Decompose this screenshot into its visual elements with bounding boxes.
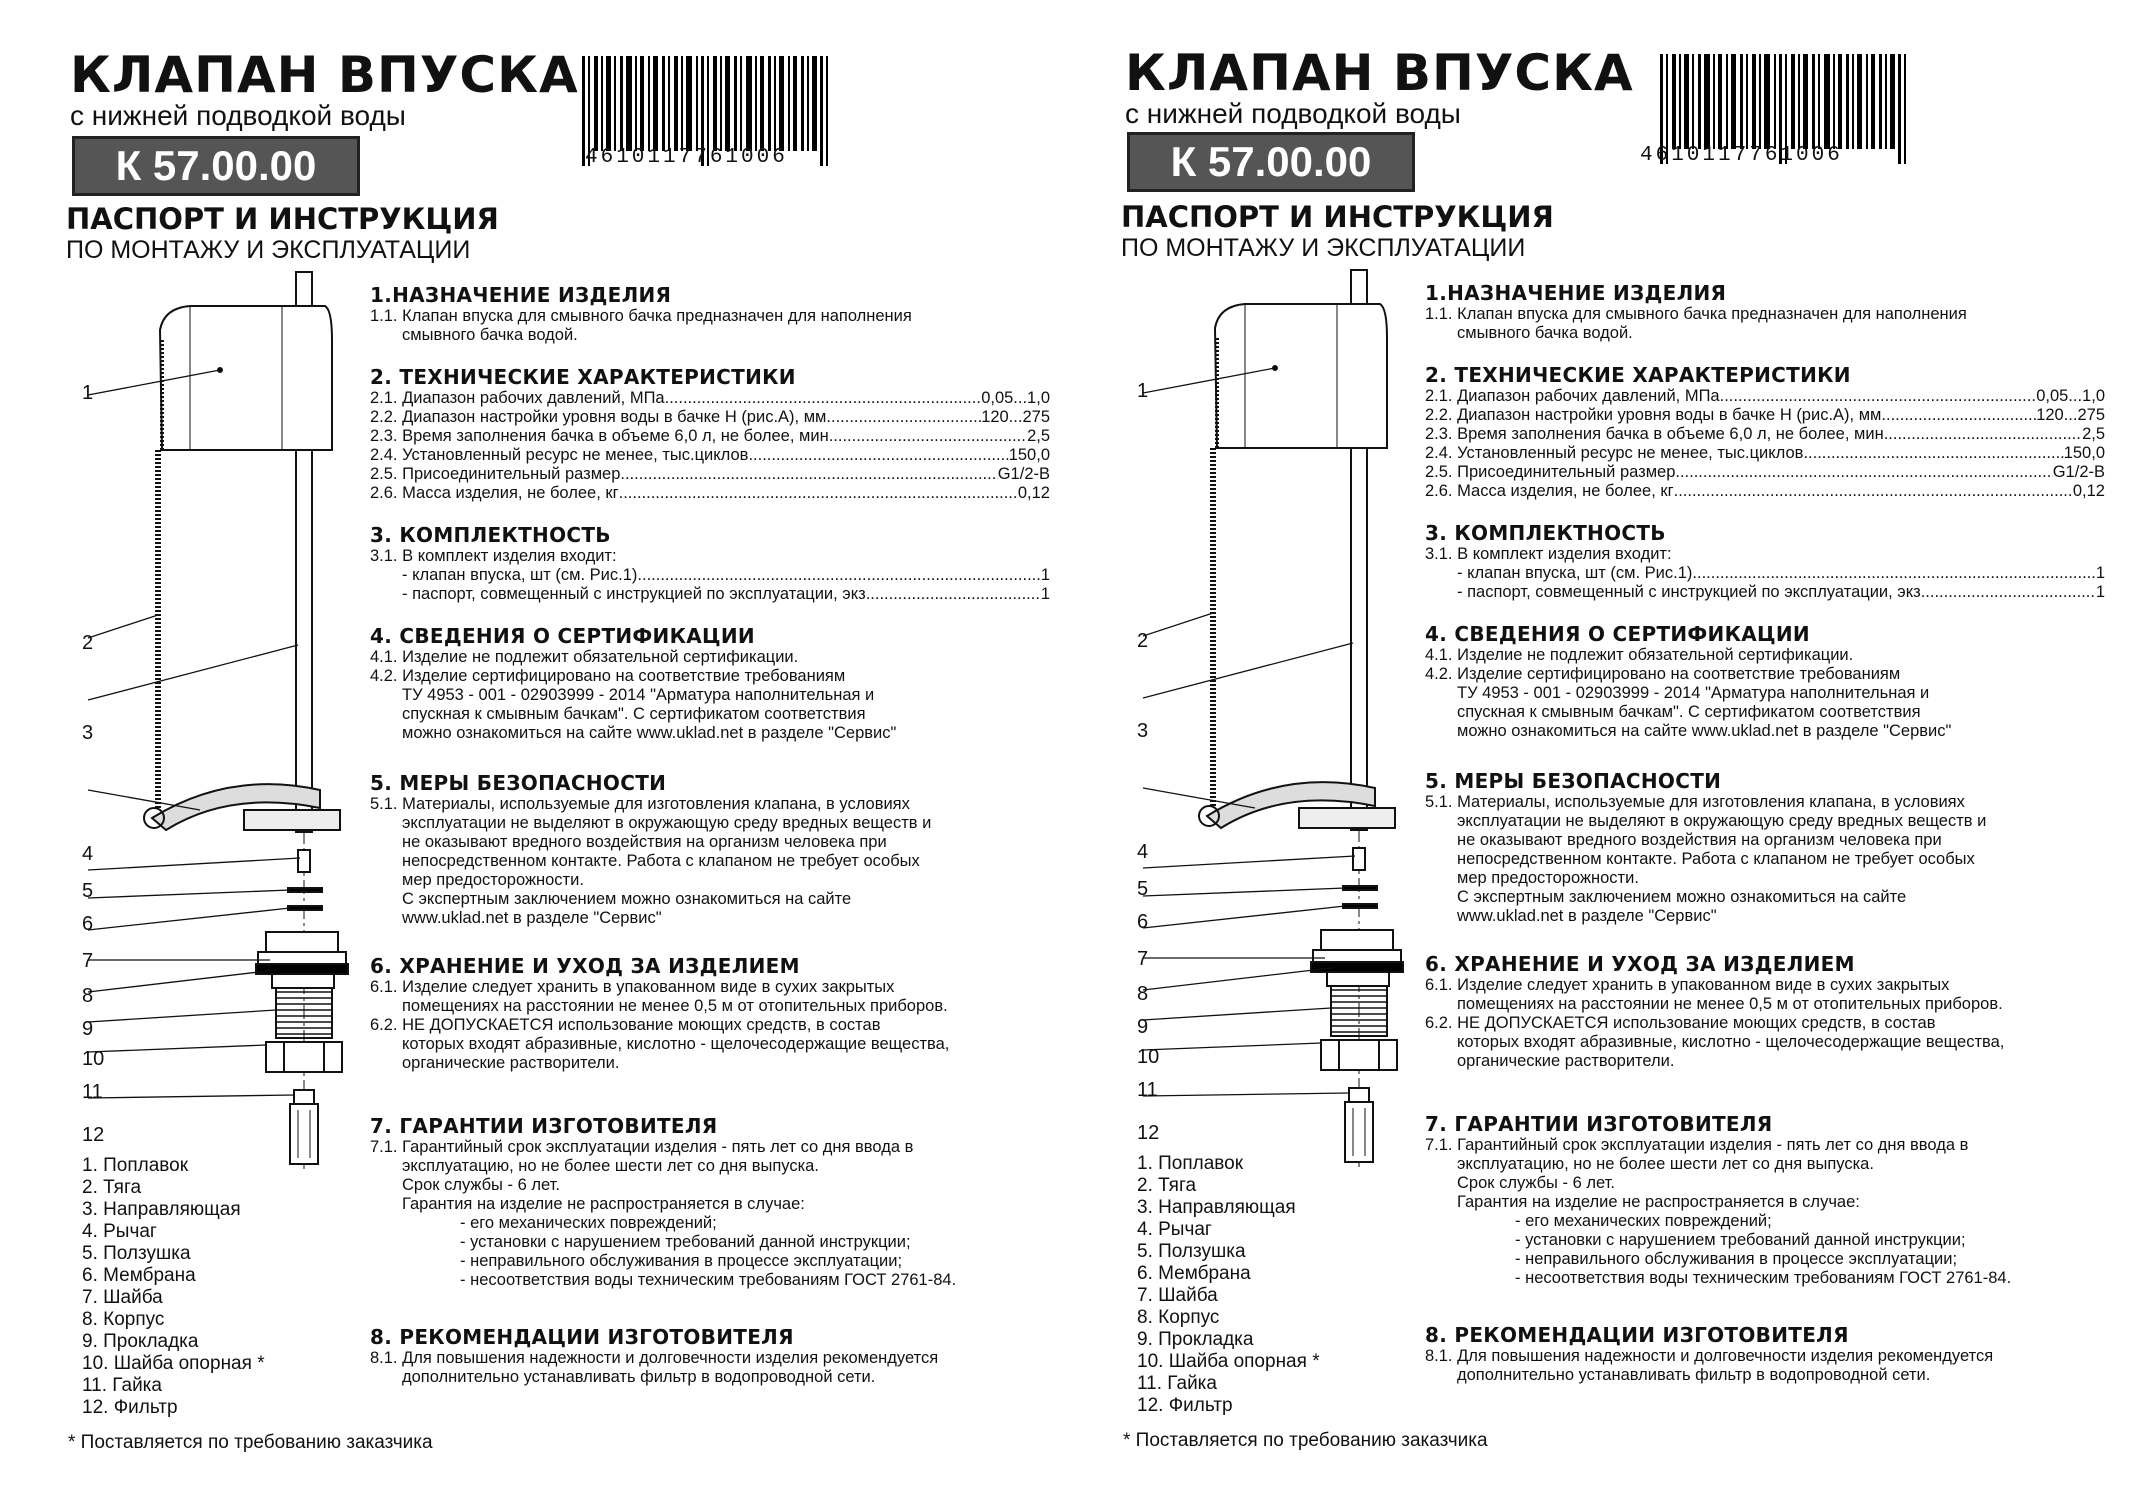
text-line: - установки с нарушением требований данной инструкции; [1515,1231,1966,1249]
text-line: 6.2. НЕ ДОПУСКАЕТСЯ использование моющих средств, в состав [1425,1014,1936,1032]
text-line: - неправильного обслуживания в процессе эксплуатации; [1515,1250,1958,1268]
passport-title: ПАСПОРТ И ИНСТРУКЦИЯ [66,202,499,236]
text-line: 5.1. Материалы, используемые для изготовления клапана, в условиях [1425,793,1965,811]
parts-legend [1137,1153,1320,1417]
text-line: эксплуатацию, но не более шести лет со дня выпуска. [402,1157,819,1175]
callout-label: 8 [82,985,94,1007]
text-line: 6.1. Изделие следует хранить в упакованном виде в сухих закрытых [1425,976,1950,994]
spec-row: 2.4. Установленный ресурс не менее, тыс.циклов ..... 150,0 [1425,444,2105,463]
contents-row: - паспорт, совмещенный с инструкцией по эксплуатации, экз ..... 1 [370,585,1050,604]
legend-item: 1. Поплавок [1137,1153,1244,1174]
legend-item: 11. Гайка [82,1375,162,1396]
passport-sheet-right [1055,0,2110,1488]
barcode-number: 4610117761006 [585,146,788,169]
text-line: - установки с нарушением требований данной инструкции; [460,1233,911,1251]
legend-item: 4. Рычаг [1137,1219,1212,1240]
legend-item: 8. Корпус [1137,1307,1220,1328]
spec-row: 2.2. Диапазон настройки уровня воды в бачке Н (рис.А), мм ..... 120...275 [1425,406,2105,425]
passport-sheet-left [0,0,1055,1488]
text-line: 3.1. В комплект изделия входит: [370,547,617,565]
spec-row: 2.5. Присоединительный размер ..... G1/2-B [1425,463,2105,482]
section-storage [1425,952,2105,1071]
text-line: непосредственном контакте. Работа с клапаном не требует особых [1457,850,1975,868]
spec-row: 2.1. Диапазон рабочих давлений, МПа ..... 0,05...1,0 [370,389,1050,408]
text-line: эксплуатации не выделяют в окружающую среду вредных веществ и [402,814,932,832]
text-line: С экспертным заключением можно ознакомиться на сайте [1457,888,1907,906]
section-purpose [1425,281,2105,343]
spec-row: 2.5. Присоединительный размер ..... G1/2-B [370,465,1050,484]
passport-subtitle: ПО МОНТАЖУ И ЭКСПЛУАТАЦИИ [66,236,471,264]
text-line: - несоответствия воды техническим требованиям ГОСТ 2761-84. [1515,1269,2012,1287]
section-warranty [370,1114,1050,1290]
section-title: 8. РЕКОМЕНДАЦИИ ИЗГОТОВИТЕЛЯ [370,1325,794,1349]
legend-item: 11. Гайка [1137,1373,1217,1394]
section-title: 4. СВЕДЕНИЯ О СЕРТИФИКАЦИИ [1425,622,1810,646]
spec-row: 2.2. Диапазон настройки уровня воды в бачке Н (рис.А), мм ..... 120...275 [370,408,1050,427]
section-title: 7. ГАРАНТИИ ИЗГОТОВИТЕЛЯ [370,1114,718,1138]
section-title: 7. ГАРАНТИИ ИЗГОТОВИТЕЛЯ [1425,1112,1773,1136]
model-number-badge: К 57.00.00 [72,136,360,196]
spec-row: 2.1. Диапазон рабочих давлений, МПа ..... 0,05...1,0 [1425,387,2105,406]
text-line: Гарантия на изделие не распространяется в случае: [1457,1193,1860,1211]
legend-item: 5. Ползушка [82,1243,191,1264]
text-line: можно ознакомиться на сайте www.uklad.net в разделе "Сервис" [402,724,897,742]
text-line: дополнительно устанавливать фильтр в водопроводной сети. [1457,1366,1931,1384]
callout-label: 5 [82,880,94,902]
legend-item: 4. Рычаг [82,1221,157,1242]
text-line: эксплуатации не выделяют в окружающую среду вредных веществ и [1457,812,1987,830]
section-recommendations [370,1325,1050,1387]
footnote: * Поставляется по требованию заказчика [1123,1430,1488,1451]
legend-item: 6. Мембрана [82,1265,196,1286]
section-title: 5. МЕРЫ БЕЗОПАСНОСТИ [370,771,667,795]
text-line: спускная к смывным бачкам". С сертификатом соответствия [1457,703,1921,721]
callout-label: 11 [82,1081,103,1103]
text-line: непосредственном контакте. Работа с клапаном не требует особых [402,852,920,870]
section-certification [1425,622,2105,741]
section-recommendations [1425,1323,2105,1385]
product-title: КЛАПАН ВПУСКА [1125,44,1634,102]
footnote: * Поставляется по требованию заказчика [68,1432,433,1453]
callout-label: 2 [82,632,94,654]
text-line: - его механических повреждений; [460,1214,717,1232]
spec-row: 2.3. Время заполнения бачка в объеме 6,0 л, не более, мин ..... 2,5 [370,427,1050,446]
legend-item: 5. Ползушка [1137,1241,1246,1262]
text-line: Срок службы - 6 лет. [1457,1174,1615,1192]
spec-row: 2.6. Масса изделия, не более, кг ..... 0,12 [1425,482,2105,501]
section-title: 1.НАЗНАЧЕНИЕ ИЗДЕЛИЯ [370,283,672,307]
legend-item: 6. Мембрана [1137,1263,1251,1284]
text-line: 8.1. Для повышения надежности и долговечности изделия рекомендуется [1425,1347,1994,1365]
text-line: 4.1. Изделие не подлежит обязательной сертификации. [370,648,799,666]
callout-label: 6 [1137,911,1149,933]
product-subtitle: с нижней подводкой воды [70,100,406,131]
callout-label: 10 [1137,1046,1160,1068]
text-line: 8.1. Для повышения надежности и долговечности изделия рекомендуется [370,1349,939,1367]
callout-label: 10 [82,1048,105,1070]
section-safety [1425,769,2105,926]
section-purpose [370,283,1050,345]
text-line: 6.1. Изделие следует хранить в упакованном виде в сухих закрытых [370,978,895,996]
text-line: помещениях на расстоянии не менее 0,5 м от отопительных приборов. [402,997,948,1015]
legend-item: 10. Шайба опорная * [82,1353,265,1374]
legend-item: 7. Шайба [82,1287,163,1308]
barcode-number: 4610117761006 [1640,144,1843,167]
callout-label: 8 [1137,983,1149,1005]
legend-item: 9. Прокладка [82,1331,199,1352]
passport-title: ПАСПОРТ И ИНСТРУКЦИЯ [1121,200,1554,234]
callout-label: 7 [82,950,94,972]
text-line: ТУ 4953 - 001 - 02903999 - 2014 "Арматура наполнительная и [402,686,875,704]
model-number-badge: К 57.00.00 [1127,132,1415,192]
text-line: 6.2. НЕ ДОПУСКАЕТСЯ использование моющих средств, в состав [370,1016,881,1034]
text-line: можно ознакомиться на сайте www.uklad.net в разделе "Сервис" [1457,722,1952,740]
text-line: - неправильного обслуживания в процессе эксплуатации; [460,1252,903,1270]
section-title: 3. КОМПЛЕКТНОСТЬ [370,523,611,547]
contents-row: - клапан впуска, шт (см. Рис.1) ..... 1 [370,566,1050,585]
callout-label: 1 [82,382,94,404]
product-subtitle: с нижней подводкой воды [1125,98,1461,129]
text-line: смывного бачка водой. [402,326,578,344]
legend-item: 3. Направляющая [82,1199,241,1220]
section-title: 1.НАЗНАЧЕНИЕ ИЗДЕЛИЯ [1425,281,1727,305]
legend-item: 3. Направляющая [1137,1197,1296,1218]
callout-label: 3 [82,722,94,744]
legend-item: 2. Тяга [1137,1175,1197,1196]
callout-label: 12 [82,1124,105,1146]
section-title: 8. РЕКОМЕНДАЦИИ ИЗГОТОВИТЕЛЯ [1425,1323,1849,1347]
valve-drawing [70,270,390,1200]
text-line: 4.2. Изделие сертифицировано на соответствие требованиям [1425,665,1901,683]
section-warranty [1425,1112,2105,1288]
callout-label: 5 [1137,878,1149,900]
legend-item: 12. Фильтр [82,1397,178,1418]
text-line: 4.1. Изделие не подлежит обязательной сертификации. [1425,646,1854,664]
text-line: не оказывают вредного воздействия на организм человека при [402,833,887,851]
text-line: Гарантия на изделие не распространяется в случае: [402,1195,805,1213]
contents-row: - паспорт, совмещенный с инструкцией по эксплуатации, экз ..... 1 [1425,583,2105,602]
legend-item: 9. Прокладка [1137,1329,1254,1350]
text-line: спускная к смывным бачкам". С сертификатом соответствия [402,705,866,723]
legend-item: 8. Корпус [82,1309,165,1330]
spec-row: 2.3. Время заполнения бачка в объеме 6,0 л, не более, мин ..... 2,5 [1425,425,2105,444]
legend-item: 10. Шайба опорная * [1137,1351,1320,1372]
text-line: www.uklad.net в разделе "Сервис" [402,909,662,927]
legend-item: 12. Фильтр [1137,1395,1233,1416]
text-line: 4.2. Изделие сертифицировано на соответствие требованиям [370,667,846,685]
section-specs [1425,363,2105,501]
parts-legend [82,1155,265,1419]
text-line: 7.1. Гарантийный срок эксплуатации изделия - пять лет со дня ввода в [370,1138,914,1156]
spec-row: 2.6. Масса изделия, не более, кг ..... 0,12 [370,484,1050,503]
callout-label: 6 [82,913,94,935]
section-contents [1425,521,2105,602]
text-line: которых входят абразивные, кислотно - щелочесодержащие вещества, [402,1035,950,1053]
callout-label: 7 [1137,948,1149,970]
section-title: 5. МЕРЫ БЕЗОПАСНОСТИ [1425,769,1722,793]
text-line: мер предосторожности. [1457,869,1639,887]
callout-label: 4 [82,843,94,865]
callout-label: 12 [1137,1122,1160,1144]
section-safety [370,771,1050,928]
text-line: органические растворители. [1457,1052,1675,1070]
section-title: 6. ХРАНЕНИЕ И УХОД ЗА ИЗДЕЛИЕМ [1425,952,1855,976]
callout-label: 1 [1137,380,1149,402]
section-title: 2. ТЕХНИЧЕСКИЕ ХАРАКТЕРИСТИКИ [1425,363,1851,387]
valve-drawing [1125,268,1445,1198]
text-line: дополнительно устанавливать фильтр в водопроводной сети. [402,1368,876,1386]
section-storage [370,954,1050,1073]
text-line: 7.1. Гарантийный срок эксплуатации изделия - пять лет со дня ввода в [1425,1136,1969,1154]
callout-label: 9 [82,1018,94,1040]
section-specs [370,365,1050,503]
callout-label: 2 [1137,630,1149,652]
text-line: помещениях на расстоянии не менее 0,5 м от отопительных приборов. [1457,995,2003,1013]
callout-label: 9 [1137,1016,1149,1038]
legend-item: 1. Поплавок [82,1155,189,1176]
text-line: 3.1. В комплект изделия входит: [1425,545,1672,563]
text-line: 5.1. Материалы, используемые для изготовления клапана, в условиях [370,795,910,813]
text-line: - его механических повреждений; [1515,1212,1772,1230]
text-line: мер предосторожности. [402,871,584,889]
callout-label: 3 [1137,720,1149,742]
text-line: которых входят абразивные, кислотно - щелочесодержащие вещества, [1457,1033,2005,1051]
legend-item: 7. Шайба [1137,1285,1218,1306]
section-certification [370,624,1050,743]
contents-row: - клапан впуска, шт (см. Рис.1) ..... 1 [1425,564,2105,583]
passport-subtitle: ПО МОНТАЖУ И ЭКСПЛУАТАЦИИ [1121,234,1526,262]
section-title: 4. СВЕДЕНИЯ О СЕРТИФИКАЦИИ [370,624,755,648]
section-title: 2. ТЕХНИЧЕСКИЕ ХАРАКТЕРИСТИКИ [370,365,796,389]
text-line: 1.1. Клапан впуска для смывного бачка предназначен для наполнения [1425,305,1967,323]
text-line: органические растворители. [402,1054,620,1072]
legend-item: 2. Тяга [82,1177,142,1198]
product-title: КЛАПАН ВПУСКА [70,46,579,104]
text-line: www.uklad.net в разделе "Сервис" [1457,907,1717,925]
section-title: 6. ХРАНЕНИЕ И УХОД ЗА ИЗДЕЛИЕМ [370,954,800,978]
text-line: С экспертным заключением можно ознакомиться на сайте [402,890,852,908]
text-line: 1.1. Клапан впуска для смывного бачка предназначен для наполнения [370,307,912,325]
section-contents [370,523,1050,604]
text-line: Срок службы - 6 лет. [402,1176,560,1194]
text-line: не оказывают вредного воздействия на организм человека при [1457,831,1942,849]
callout-label: 4 [1137,841,1149,863]
text-line: смывного бачка водой. [1457,324,1633,342]
text-line: - несоответствия воды техническим требованиям ГОСТ 2761-84. [460,1271,957,1289]
spec-row: 2.4. Установленный ресурс не менее, тыс.циклов ..... 150,0 [370,446,1050,465]
callout-label: 11 [1137,1079,1158,1101]
text-line: ТУ 4953 - 001 - 02903999 - 2014 "Арматура наполнительная и [1457,684,1930,702]
section-title: 3. КОМПЛЕКТНОСТЬ [1425,521,1666,545]
text-line: эксплуатацию, но не более шести лет со дня выпуска. [1457,1155,1874,1173]
